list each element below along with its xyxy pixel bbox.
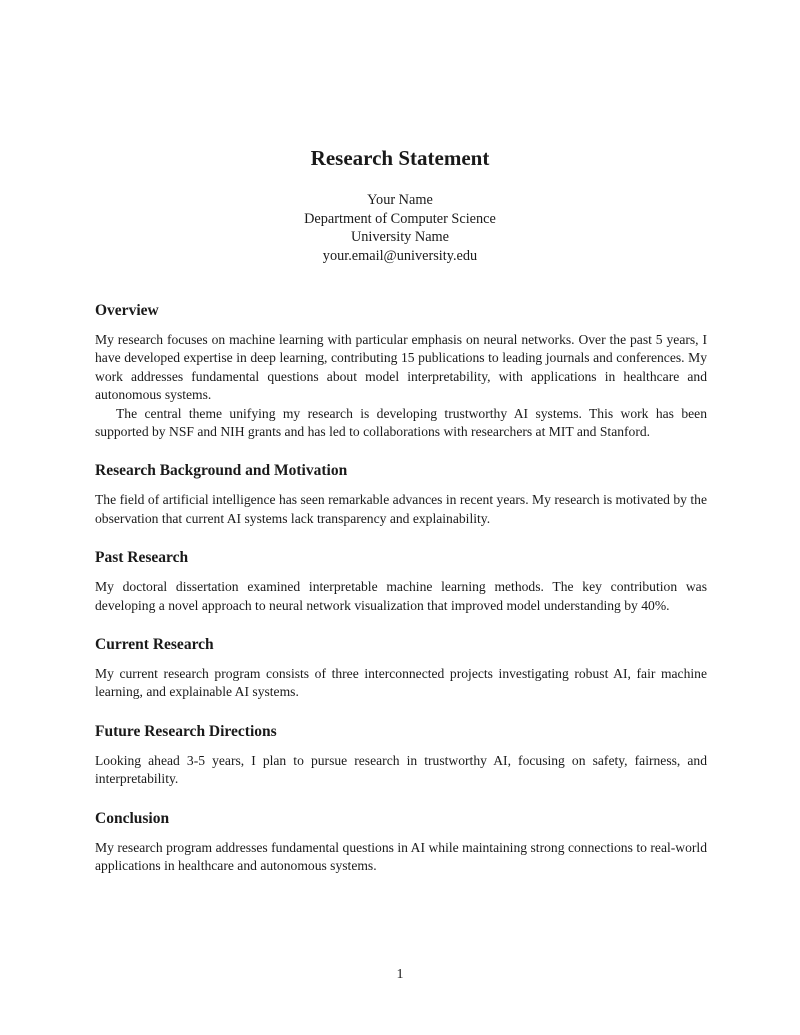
section-heading: Future Research Directions (95, 722, 277, 740)
section-research-background (95, 461, 707, 528)
section-overview (95, 301, 707, 441)
author-name: Your Name (367, 192, 433, 208)
section-past-research (95, 548, 707, 615)
author-block (0, 191, 800, 266)
paragraph: My doctoral dissertation examined interpretable machine learning methods. The key contribution was developing a novel approach to neural network visualization that improved model understanding by 40%. (95, 579, 707, 613)
paragraph: My research program addresses fundamental questions in AI while maintaining strong connections to real-world applications in healthcare and autonomous systems. (95, 839, 707, 874)
title-block (0, 143, 800, 266)
page-number: 1 (396, 967, 404, 982)
author-university: University Name (350, 229, 450, 246)
section-current-research (95, 635, 707, 702)
section-heading: Conclusion (95, 809, 170, 827)
section-future-research (95, 722, 707, 789)
section-heading: Current Research (95, 636, 214, 654)
paragraph: My research focuses on machine learning with particular emphasis on neural networks. Over the past 5 years, I have developed expertise in deep learning, contributing 15 publications to leading journals and conferences. My work addresses fundamental questions about model interpretability, with applications in healthcare and autonomous systems. (95, 332, 707, 403)
page-title: Research Statement (310, 146, 490, 170)
section-heading: Overview (95, 302, 159, 319)
paragraph: The field of artificial intelligence has seen remarkable advances in recent years. My research is motivated by the observation that current AI systems lack transparency and explainability. (95, 492, 707, 526)
document-body (95, 301, 707, 876)
paragraph: Looking ahead 3-5 years, I plan to pursue research in trustworthy AI, focusing on safety, fairness, and interpretability. (95, 752, 707, 787)
paragraph: My current research program consists of three interconnected projects investigating robust AI, fair machine learning, and explainable AI systems. (95, 666, 707, 700)
author-email: your.email@university.edu (322, 248, 478, 265)
section-heading: Research Background and Motivation (95, 462, 348, 480)
paragraph: The central theme unifying my research is developing trustworthy AI systems. This work has been supported by NSF and NIH grants and has led to collaborations with researchers at MIT and Stanford. (95, 405, 707, 440)
section-conclusion (95, 809, 707, 876)
section-heading: Past Research (95, 549, 189, 567)
author-department: Department of Computer Science (304, 210, 496, 227)
